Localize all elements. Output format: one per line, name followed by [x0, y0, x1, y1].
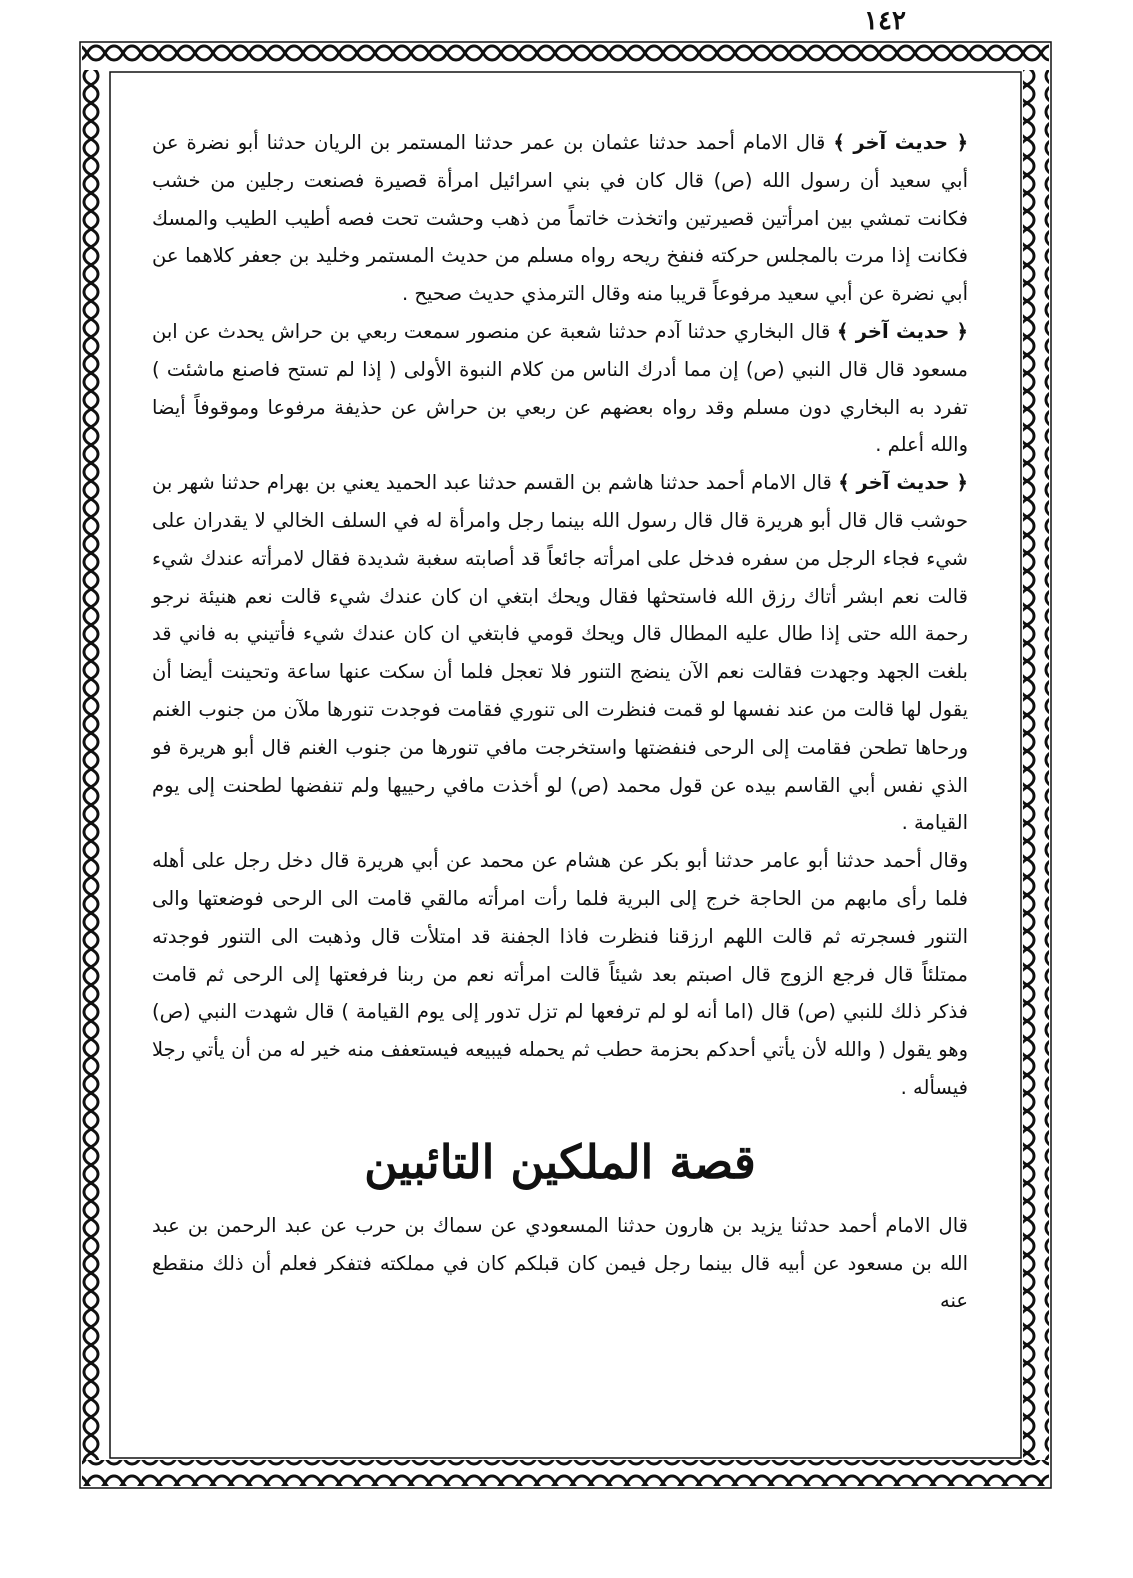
hadith-marker: ﴿ حديث آخر ﴾ [833, 131, 969, 154]
paragraph-hadith-4 [152, 842, 968, 1107]
page-body-text [152, 124, 968, 1424]
page-number: ١٤٢ [835, 4, 935, 38]
paragraph-text: قال الامام أحمد حدثنا عثمان بن عمر حدثنا المستمر بن الريان حدثنا أبو نضرة عن أبي سعيد أن رسول الله (ص) قال كان في بني اسرائيل امرأة قصيرة فصنعت رجلين من خشب فكانت تمشي بين امرأتين قصيرتين واتخذت خاتماً من ذهب وحشت تحت فصه أطيب الطيب والمسك فكانت إذا مرت بالمجلس حركته فنفخ ريحه رواه مسلم من حديث المستمر وخليد بن جعفر كلاهما عن أبي نضرة عن أبي سعيد مرفوعاً قريبا منه وقال الترمذي حديث صحيح . [152, 131, 968, 306]
section-paragraph: قال الامام أحمد حدثنا يزيد بن هارون حدثنا المسعودي عن سماك بن حرب عن عبد الرحمن بن عبد الله بن مسعود عن أبيه قال بينما رجل فيمن كان قبلكم كان في مملكته فتفكر فعلم أن ذلك منقطع عنه [152, 1213, 968, 1313]
hadith-marker: ﴿ حديث آخر ﴾ [837, 319, 968, 343]
paragraph-text: وقال أحمد حدثنا أبو عامر حدثنا أبو بكر عن هشام عن محمد عن أبي هريرة قال دخل رجل على أهله فلما رأى مابهم من الحاجة خرج إلى البرية فلما رأت امرأته مالقي قامت الى الرحى فوضعتها والى التنور فسجرته ثم قالت اللهم ارزقنا فنظرت فاذا الجفنة قد امتلأت قال وذهبت الى التنور فوجدته ممتلئاً قال فرجع الزوج قال اصبتم بعد شيئاً قالت امرأته نعم من ربنا فرفعتها إلى الرحى ثم قامت فذكر ذلك للنبي (ص) قال (اما أنه لو لم ترفعها لم تزل تدور إلى يوم القيامة ) قال شهدت النبي (ص) وهو يقول ( والله لأن يأتي أحدكم بحزمة حطب ثم يحمله فيبيعه فيستعفف منه خير له من أن يأتي رجلا فيسأله . [152, 849, 968, 1099]
paragraph-hadith-1 [152, 124, 968, 313]
paragraph-text: قال البخاري حدثنا آدم حدثنا شعبة عن منصور سمعت ربعي بن حراش يحدث عن ابن مسعود قال قال النبي (ص) إن مما أدرك الناس من كلام النبوة الأولى ( إذا لم تستح فاصنع ماشئت ) تفرد به البخاري دون مسلم وقد رواه بعضهم عن ربعي بن حراش عن حذيفة مرفوعا وموقوفاً أيضا والله أعلم . [152, 319, 968, 457]
section-heading: قصة الملكين التائبين [364, 1134, 756, 1189]
paragraph-hadith-2 [152, 313, 968, 464]
paragraph-text: قال الامام أحمد حدثنا هاشم بن القسم حدثنا عبد الحميد يعني بن بهرام حدثنا شهر بن حوشب قال قال أبو هريرة قال قال رسول الله بينما رجل وامرأة له في السلف الخالي لا يقدران على شيء فجاء الرجل من سفره فدخل على امرأته جائعاً قد أصابته سغبة شديدة فقال لامرأته عندك شيء قالت نعم ابشر أتاك رزق الله فاستحثها فقال ويحك ابتغي ان كان عندك شيء قالت نعم هنيئة نرجو رحمة الله حتى إذا طال عليه المطال قال ويحك قومي فابتغي ان كان عندك شيء فأتيني به فاني قد بلغت الجهد وجهدت فقالت نعم الآن ينضج التنور فلا تعجل فلما أن سكت عنها ساعة وتحينت أيضا أن يقول لها قالت من عند نفسها لو قمت فنظرت الى تنوري فقامت فوجدت تنورها ملآن من جنوب الغنم ورحاها تطحن فقامت إلى الرحى فنفضتها واستخرجت مافي تنورها من جنوب الغنم قال أبو هريرة فو الذي نفس أبي القاسم بيده عن قول محمد (ص) لو أخذت مافي رحييها ولم تنفضها لطحنت إلى يوم القيامة . [152, 471, 968, 835]
paragraph-hadith-3 [152, 464, 968, 842]
hadith-marker: ﴿ حديث آخر ﴾ [838, 471, 968, 495]
